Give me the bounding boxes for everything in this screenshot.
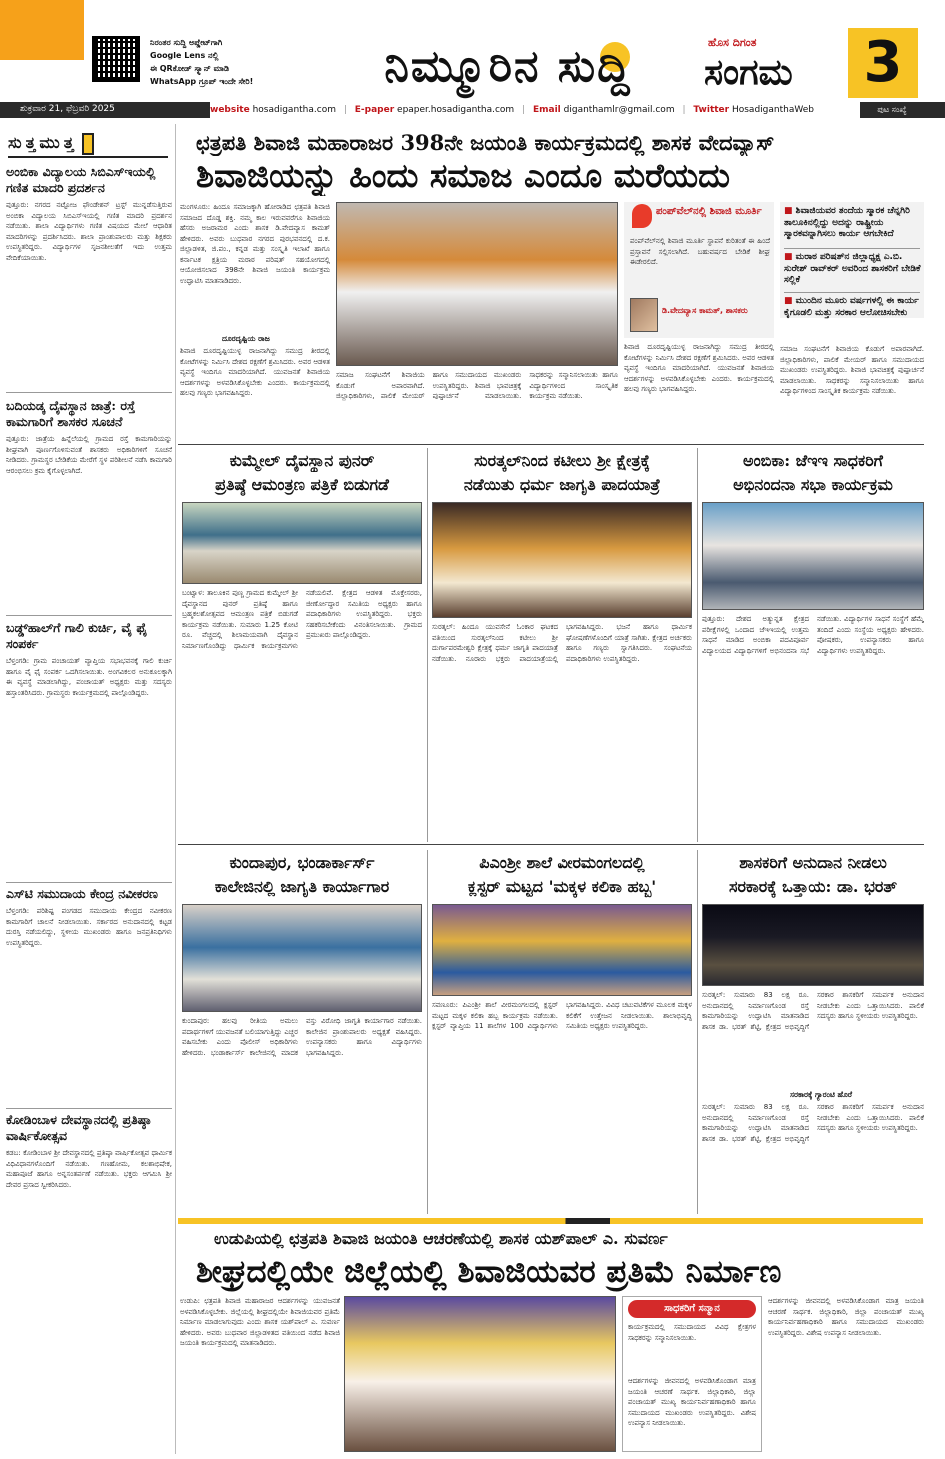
- highlight-item: ■ ಮುಂದಿನ ಮೂರು ವರ್ಷಗಳಲ್ಲಿ ಈ ಕಾರ್ಯ ಕೈಗೂಡಲಿ ಮತ್ತು ಸರಕಾರ ಆಲೋಚಿಸಬೇಕು: [784, 296, 922, 319]
- page-number: 3: [863, 30, 903, 95]
- bottom-photo: [344, 1296, 616, 1452]
- row3-story1-body: ಕುಂದಾಪುರ: ಹಲವು ರೀತಿಯ ಅಮಲು ಪದಾರ್ಥಗಳಿಗೆ ಯುವಜನತೆ ಬಲಿಯಾಗುತ್ತಿದ್ದು ಎಚ್ಚರ ವಹಿಸಬೇಕು ಎಂದು ಪೊಲೀಸ್ ಅಧಿಕಾರಿಗಳು ಹೇಳಿದರು. ಭಂಡಾರ್ಕಾರ್ಸ್ ಕಾಲೇಜಿನಲ್ಲಿ ಮಾದಕ ವಸ್ತು ವಿರೋಧಿ ಜಾಗೃತಿ ಕಾರ್ಯಾಗಾರ ನಡೆಯಿತು. ಕಾಲೇಜಿನ ಪ್ರಾಂಶುಪಾಲರು ಅಧ್ಯಕ್ಷತೆ ವಹಿಸಿದ್ದರು. ಉಪನ್ಯಾಸಕರು ಹಾಗೂ ವಿದ್ಯಾರ್ಥಿಗಳು ಭಾಗವಹಿಸಿದ್ದರು.: [182, 1017, 422, 1057]
- left-story-3: [6, 620, 172, 698]
- row3-story3-photo: [702, 904, 924, 986]
- row2-story3-body: ಪುತ್ತೂರು: ದೇಶದ ಅತ್ಯುನ್ನತ ಕ್ಷೇತ್ರದ ಪರೀಕ್ಷೆಗಳಲ್ಲಿ ಒಂದಾದ ಜೆಇಇಯಲ್ಲಿ ಉತ್ತಮ ಸಾಧನೆ ಮಾಡಿದ ಅಂಬಿಕಾ ಪದವಿಪೂರ್ವ ವಿದ್ಯಾಲಯದ ವಿದ್ಯಾರ್ಥಿಗಳಿಗೆ ಅಭಿನಂದನಾ ಸಭೆ ನಡೆಯಿತು. ವಿದ್ಯಾರ್ಥಿಗಳ ಸಾಧನೆ ಸಂಸ್ಥೆಗೆ ಹೆಮ್ಮೆ ತಂದಿದೆ ಎಂದು ಸಂಸ್ಥೆಯ ಅಧ್ಯಕ್ಷರು ಹೇಳಿದರು. ಪೋಷಕರು, ಉಪನ್ಯಾಸಕರು ಹಾಗೂ ವಿದ್ಯಾರ್ಥಿಗಳು ಉಪಸ್ಥಿತರಿದ್ದರು.: [702, 615, 924, 655]
- row2-story3-headline-2: ಅಭಿನಂದನಾ ಸಭಾ ಕಾರ್ಯಕ್ರಮ: [733, 475, 893, 494]
- lead-body-right: ಸಮಾಜ ಸಂಘಟನೆಗೆ ಶಿವಾಜಿಯ ಕೊಡುಗೆ ಅಪಾರವಾಗಿದೆ. ಜಿಲ್ಲಾಧಿಕಾರಿಗಳು, ಪಾಲಿಕೆ ಮೇಯರ್ ಹಾಗೂ ಸಮುದಾಯದ ಮುಖಂಡರು ಉಪಸ್ಥಿತರಿದ್ದರು. ಶಿವಾಜಿ ಭಾವಚಿತ್ರಕ್ಕೆ ಪುಷ್ಪಾರ್ಚನೆ ಮಾಡಲಾಯಿತು. ಸಾಧಕರನ್ನು ಸನ್ಮಾನಿಸಲಾಯಿತು ಹಾಗೂ ವಿದ್ಯಾರ್ಥಿಗಳಿಂದ ಸಾಂಸ್ಕೃತಿಕ ಕಾರ್ಯಕ್ರಮ ನಡೆಯಿತು.: [336, 371, 618, 400]
- qr-line: ನಿರಂತರ ಸುದ್ದಿ ಅಪ್ಡೇಟ್‌ಗಾಗಿ: [150, 38, 223, 47]
- lead-kicker: ಛತ್ರಪತಿ ಶಿವಾಜಿ ಮಹಾರಾಜರ 398ನೇ ಜಯಂತಿ ಕಾರ್ಯಕ್ರಮದಲ್ಲಿ ಶಾಸಕ ವೇದವ್ಯಾಸ್: [196, 130, 775, 155]
- location-pin-icon: [632, 204, 652, 228]
- row3-story3-headline-2: ಸರಕಾರಕ್ಕೆ ಒತ್ತಾಯ: ಡಾ. ಭರತ್: [728, 877, 898, 896]
- masthead-title: ನಿಮ್ಮೂರಿನ ಸುದ್ದಿ: [384, 41, 632, 92]
- contact-strip: [210, 102, 860, 118]
- website-link[interactable]: hosadigantha.com: [252, 105, 336, 115]
- row3-story1-headline-2: ಕಾಲೇಜಿನಲ್ಲಿ ಜಾಗೃತಿ ಕಾರ್ಯಾಗಾರ: [214, 877, 390, 896]
- row3-story3-subhead: ಸರಕಾರಕ್ಕೆ ಗ್ಯಾರಂಟಿ ಹೊರೆ: [790, 1090, 853, 1099]
- left-story-body: ಪುತ್ತೂರು: ನಗರದ ನಟ್ಟೋಜ ಫೌಂಡೇಶನ್ ಟ್ರಸ್ಟ್ ಮುನ್ನಡೆಸುತ್ತಿರುವ ಅಂಬಿಕಾ ವಿದ್ಯಾಲಯ ಸಿಬಿಎಸ್‌ಇಯಲ್ಲಿ ಗಣಿತ ಮಾದರಿ ಪ್ರದರ್ಶನ ನಡೆಯಿತು. ಶಾಲಾ ವಿದ್ಯಾರ್ಥಿಗಳು ಗಣಿತ ವಿಷಯದ ಮೇಲೆ ಆಧಾರಿತ ಮಾದರಿಗಳನ್ನು ಪ್ರದರ್ಶಿಸಿದರು. ಶಾಲಾ ಪ್ರಾಂಶುಪಾಲರು ಮತ್ತು ಶಿಕ್ಷಕರು ಉಪಸ್ಥಿತರಿದ್ದರು. ವಿದ್ಯಾರ್ಥಿಗಳ ಸೃಜನಶೀಲತೆಗೆ ಇದು ಉತ್ತಮ ವೇದಿಕೆಯಾಯಿತು.: [6, 201, 172, 262]
- left-story-body: ಪುತ್ತೂರು: ಜಾತ್ರೆಯ ಹಿನ್ನೆಲೆಯಲ್ಲಿ ಗ್ರಾಮದ ರಸ್ತೆ ಕಾಮಗಾರಿಯನ್ನು ಶೀಘ್ರವಾಗಿ ಪೂರ್ಣಗೊಳಿಸುವಂತೆ ಶಾಸಕರು ಅಧಿಕಾರಿಗಳಿಗೆ ಸೂಚನೆ ನೀಡಿದರು. ಗ್ರಾಮಸ್ಥರ ಬೇಡಿಕೆಯ ಮೇರೆಗೆ ಸ್ಥಳ ಪರಿಶೀಲನೆ ನಡೆಸಿ ಕಾಮಗಾರಿ ಆರಂಭಿಸಲು ಕ್ರಮ ಕೈಗೊಳ್ಳಲಾಗಿದೆ.: [6, 435, 172, 475]
- website-label: website: [210, 105, 250, 115]
- lead-body-mid: ಶಿವಾಜಿ ದೂರದೃಷ್ಟಿಯುಳ್ಳ ರಾಜನಾಗಿದ್ದು ಸಮುದ್ರ ತೀರದಲ್ಲಿ ಕೋಟೆಗಳನ್ನು ನಿರ್ಮಿಸಿ ದೇಶದ ರಕ್ಷಣೆಗೆ ಶ್ರಮಿಸಿದರು. ಅವರ ಆಡಳಿತ ವ್ಯವಸ್ಥೆ ಇಂದಿಗೂ ಮಾದರಿಯಾಗಿದೆ. ಯುವಜನತೆ ಶಿವಾಜಿಯ ಆದರ್ಶಗಳನ್ನು ಅಳವಡಿಸಿಕೊಳ್ಳಬೇಕು ಎಂದರು. ಕಾರ್ಯಕ್ರಮದಲ್ಲಿ ಹಲವು ಗಣ್ಯರು ಭಾಗವಹಿಸಿದ್ದರು.: [180, 347, 330, 397]
- row3-story2-headline-1: ಪಿಎಂಶ್ರೀ ಶಾಲೆ ವೀರಮಂಗಲದಲ್ಲಿ: [479, 853, 645, 872]
- row3-story1-headline-1: ಕುಂದಾಪುರ, ಭಂಡಾರ್ಕಾರ್ಸ್: [229, 853, 375, 872]
- twitter-link[interactable]: HosadiganthaWeb: [731, 105, 814, 115]
- left-story-headline: ಅಂಬಿಕಾ ವಿದ್ಯಾಲಯ ಸಿಬಿಎಸ್‌ಇಯಲ್ಲಿ ಗಣಿತ ಮಾದರಿ ಪ್ರದರ್ಶನ: [6, 164, 156, 195]
- divider: [427, 448, 428, 842]
- qr-line: WhatsApp ಗ್ರೂಪ್ ಇಂದೇ ಸೇರಿ!: [150, 77, 254, 86]
- row2-story1-headline-2: ಪ್ರತಿಷ್ಠೆ ಆಮಂತ್ರಣ ಪತ್ರಿಕೆ ಬಿಡುಗಡೆ: [215, 475, 389, 494]
- row2-story2-body: ಸುರತ್ಕಲ್: ಹಿಂದೂ ಯುವಸೇನೆ ಓಂಕಾರ ಘಟಕದ ವತಿಯಿಂದ ಸುರತ್ಕಲ್‌ನಿಂದ ಕಟೀಲು ಶ್ರೀ ದುರ್ಗಾಪರಮೇಶ್ವರಿ ಕ್ಷೇತ್ರಕ್ಕೆ ಧರ್ಮ ಜಾಗೃತಿ ಪಾದಯಾತ್ರೆ ನಡೆಯಿತು. ನೂರಾರು ಭಕ್ತರು ಪಾದಯಾತ್ರೆಯಲ್ಲಿ ಭಾಗವಹಿಸಿದ್ದರು. ಭಜನೆ ಹಾಗೂ ಧಾರ್ಮಿಕ ಘೋಷಣೆಗಳೊಂದಿಗೆ ಯಾತ್ರೆ ಸಾಗಿತು. ಕ್ಷೇತ್ರದ ಅರ್ಚಕರು ಹಾಗೂ ಗಣ್ಯರು ಸ್ವಾಗತಿಸಿದರು. ಸಂಘಟನೆಯ ಪದಾಧಿಕಾರಿಗಳು ಉಪಸ್ಥಿತರಿದ್ದರು.: [432, 623, 692, 663]
- lead-photo: [336, 202, 618, 366]
- left-story-body: ಬೆಳ್ತಂಗಡಿ: ಗ್ರಾಮ ಪಂಚಾಯತ್ ವ್ಯಾಪ್ತಿಯ ಸಭಾಭವನಕ್ಕೆ ಗಾಲಿ ಕುರ್ಚಿ ಹಾಗೂ ವೈ ಫೈ ಸಂಪರ್ಕ ಒದಗಿಸಲಾಯಿತು. ಅಂಗವಿಕಲರ ಅನುಕೂಲಕ್ಕಾಗಿ ಈ ವ್ಯವಸ್ಥೆ ಮಾಡಲಾಗಿದ್ದು, ಪಂಚಾಯತ್ ಅಧ್ಯಕ್ಷರು ಮತ್ತು ಸದಸ್ಯರು ಹಸ್ತಾಂತರಿಸಿದರು. ಗ್ರಾಮಸ್ಥರು ಕಾರ್ಯಕ್ರಮದಲ್ಲಿ ಪಾಲ್ಗೊಂಡಿದ್ದರು.: [6, 657, 172, 697]
- divider: [6, 882, 172, 883]
- section-divider: [178, 844, 924, 845]
- bottom-headline: ಶೀಘ್ರದಲ್ಲಿಯೇ ಜಿಲ್ಲೆಯಲ್ಲಿ ಶಿವಾಜಿಯವರ ಪ್ರತಿಮೆ ನಿರ್ಮಾಣ: [196, 1254, 782, 1290]
- row2-story2-headline-1: ಸುರತ್ಕಲ್‌ನಿಂದ ಕಟೀಲು ಶ್ರೀ ಕ್ಷೇತ್ರಕ್ಕೆ: [474, 451, 650, 470]
- left-story-2: [6, 398, 172, 476]
- bottom-banner-bar: [178, 1218, 923, 1224]
- email-label: Email: [532, 105, 561, 115]
- row2-story1-headline-1: ಕುಮ್ಮೇಲ್ ದೈವಸ್ಥಾನ ಪುನರ್: [229, 451, 375, 470]
- epaper-link[interactable]: epaper.hosadigantha.com: [397, 105, 515, 115]
- bottom-kicker: ಉಡುಪಿಯಲ್ಲಿ ಛತ್ರಪತಿ ಶಿವಾಜಿ ಜಯಂತಿ ಆಚರಣೆಯಲ್ಲಿ ಶಾಸಕ ಯಶ್‌ಪಾಲ್ ಎ. ಸುವರ್ಣ: [214, 1229, 668, 1248]
- separator: |: [343, 105, 347, 115]
- separator: |: [682, 105, 686, 115]
- bottom-insert-title: ಸಾಧಕರಿಗೆ ಸನ್ಮಾನ: [628, 1300, 756, 1318]
- bottom-body-left: ಉಡುಪಿ: ಛತ್ರಪತಿ ಶಿವಾಜಿ ಮಹಾರಾಜರ ಆದರ್ಶಗಳನ್ನು ಯುವಜನತೆ ಅಳವಡಿಸಿಕೊಳ್ಳಬೇಕು. ಜಿಲ್ಲೆಯಲ್ಲಿ ಶೀಘ್ರದಲ್ಲಿಯೇ ಶಿವಾಜಿಯವರ ಪ್ರತಿಮೆ ನಿರ್ಮಾಣ ಮಾಡಲಾಗುವುದು ಎಂದು ಶಾಸಕ ಯಶ್‌ಪಾಲ್ ಎ. ಸುವರ್ಣ ಹೇಳಿದರು. ಅವರು ಬುಧವಾರ ಜಿಲ್ಲಾಡಳಿತದ ವತಿಯಿಂದ ನಡೆದ ಶಿವಾಜಿ ಜಯಂತಿ ಕಾರ್ಯಕ್ರಮದಲ್ಲಿ ಮಾತನಾಡಿದರು.: [180, 1297, 340, 1347]
- lead-body-continued: ಶಿವಾಜಿ ದೂರದೃಷ್ಟಿಯುಳ್ಳ ರಾಜನಾಗಿದ್ದು ಸಮುದ್ರ ತೀರದಲ್ಲಿ ಕೋಟೆಗಳನ್ನು ನಿರ್ಮಿಸಿ ದೇಶದ ರಕ್ಷಣೆಗೆ ಶ್ರಮಿಸಿದರು. ಅವರ ಆಡಳಿತ ವ್ಯವಸ್ಥೆ ಇಂದಿಗೂ ಮಾದರಿಯಾಗಿದೆ. ಯುವಜನತೆ ಶಿವಾಜಿಯ ಆದರ್ಶಗಳನ್ನು ಅಳವಡಿಸಿಕೊಳ್ಳಬೇಕು ಎಂದರು. ಕಾರ್ಯಕ್ರಮದಲ್ಲಿ ಹಲವು ಗಣ್ಯರು ಭಾಗವಹಿಸಿದ್ದರು.: [624, 343, 774, 393]
- left-column: [0, 124, 176, 1454]
- row2-story3-photo: [702, 502, 924, 610]
- issue-date: ಶುಕ್ರವಾರ 21, ಫೆಬ್ರವರಿ 2025: [20, 104, 115, 114]
- page-label: ಪುಟ ಸಂಖ್ಯೆ: [877, 105, 907, 114]
- qr-code[interactable]: [92, 36, 140, 82]
- row3-story1-photo: [182, 904, 422, 1012]
- section-divider: [178, 444, 924, 445]
- highlight-item: ■ ಶಿವಾಜಿಯವರ ತಂದೆಯ ಸ್ಮಾರಕ ಚೆನ್ನಗಿರಿ ತಾಲೂಕಿನಲ್ಲಿದ್ದು ಅದನ್ನು ರಾಷ್ಟ್ರೀಯ ಸ್ಮಾರಕವನ್ನಾಗಿಸಲು ಕಾರ್ಯ ಆಗಬೇಕಿದೆ: [784, 206, 922, 241]
- row3-story3-body: ಸುರತ್ಕಲ್: ಸುಮಾರು 83 ಲಕ್ಷ ರೂ. ಅನುದಾನದಲ್ಲಿ ನಿರ್ಮಾಣಗೊಂಡ ರಸ್ತೆ ಕಾಮಗಾರಿಯನ್ನು ಉದ್ಘಾಟಿಸಿ ಮಾತನಾಡಿದ ಶಾಸಕ ಡಾ. ಭರತ್ ಶೆಟ್ಟಿ, ಕ್ಷೇತ್ರದ ಅಭಿವೃದ್ಧಿಗೆ ಸರಕಾರ ಶಾಸಕರಿಗೆ ಸಮರ್ಪಕ ಅನುದಾನ ನೀಡಬೇಕು ಎಂದು ಒತ್ತಾಯಿಸಿದರು. ಪಾಲಿಕೆ ಸದಸ್ಯರು ಹಾಗೂ ಸ್ಥಳೀಯರು ಉಪಸ್ಥಿತರಿದ್ದರು.: [702, 991, 924, 1031]
- divider: [6, 615, 172, 616]
- left-story-1: [6, 164, 172, 263]
- separator: |: [522, 105, 526, 115]
- lead-headline: ಶಿವಾಜಿಯನ್ನು ಹಿಂದು ಸಮಾಜ ಎಂದೂ ಮರೆಯದು: [196, 156, 730, 195]
- row2-story3-headline-1: ಅಂಬಿಕಾ: ಜೆಇಇ ಸಾಧಕರಿಗೆ: [743, 451, 883, 470]
- left-story-headline: ಬದಿಯಡ್ಕ ದೈವಸ್ಥಾನ ಜಾತ್ರೆ: ರಸ್ತೆ ಕಾಮಗಾರಿಗೆ ಶಾಸಕರ ಸೂಚನೆ: [6, 398, 136, 429]
- lead-insert-quote: ಡಿ.ವೇದವ್ಯಾಸ ಕಾಮತ್, ಶಾಸಕರು: [662, 306, 748, 315]
- section-logo-text: ಸುತ್ತಮುತ್ತ: [8, 133, 78, 152]
- brand-name-big: ಸಂಗಮ: [704, 51, 793, 93]
- row3-story2-headline-2: ಕ್ಲಸ್ಟರ್ ಮಟ್ಟದ 'ಮಕ್ಕಳ ಕಲಿಕಾ ಹಬ್ಬ': [467, 877, 657, 896]
- row3-story3-headline-1: ಶಾಸಕರಿಗೆ ಅನುದಾನ ನೀಡಲು: [739, 853, 887, 872]
- left-story-body: ಕಡಬ: ಕೋಡಿಂಬಾಳ ಶ್ರೀ ದೇವಸ್ಥಾನದಲ್ಲಿ ಪ್ರತಿಷ್ಠಾ ವಾರ್ಷಿಕೋತ್ಸವ ಧಾರ್ಮಿಕ ವಿಧಿವಿಧಾನಗಳೊಂದಿಗೆ ನಡೆಯಿತು. ಗಣಹೋಮ, ಕಲಶಾಭಿಷೇಕ, ಮಹಾಪೂಜೆ ಹಾಗೂ ಅನ್ನಸಂತರ್ಪಣೆ ನಡೆಯಿತು. ಭಕ್ತರು ಆಗಮಿಸಿ ಶ್ರೀ ದೇವರ ಪ್ರಸಾದ ಸ್ವೀಕರಿಸಿದರು.: [6, 1149, 172, 1189]
- lead-insert-title: ಪಂಪ್‌ವೆಲ್‌ನಲ್ಲಿ ಶಿವಾಜಿ ಮೂರ್ತಿ: [656, 206, 762, 217]
- epaper-label: E-paper: [354, 105, 395, 115]
- mla-portrait: [630, 298, 658, 332]
- bottom-body-mid: ಆದರ್ಶಗಳನ್ನು ಜೀವನದಲ್ಲಿ ಅಳವಡಿಸಿಕೊಂಡಾಗ ಮಾತ್ರ ಜಯಂತಿ ಆಚರಣೆ ಸಾರ್ಥಕ. ಜಿಲ್ಲಾಧಿಕಾರಿ, ಜಿಲ್ಲಾ ಪಂಚಾಯತ್ ಮುಖ್ಯ ಕಾರ್ಯನಿರ್ವಹಣಾಧಿಕಾರಿ ಹಾಗೂ ಸಮುದಾಯದ ಮುಖಂಡರು ಉಪಸ್ಥಿತರಿದ್ದರು. ವಿಶೇಷ ಉಪನ್ಯಾಸ ನೀಡಲಾಯಿತು.: [628, 1377, 756, 1427]
- row2-story2-headline-2: ನಡೆಯಿತು ಧರ್ಮ ಜಾಗೃತಿ ಪಾದಯಾತ್ರೆ: [463, 475, 661, 494]
- divider: [784, 248, 920, 249]
- divider: [697, 850, 698, 1214]
- bottom-insert-body: ಕಾರ್ಯಕ್ರಮದಲ್ಲಿ ಸಮುದಾಯದ ವಿವಿಧ ಕ್ಷೇತ್ರಗಳ ಸಾಧಕರನ್ನು ಸನ್ಮಾನಿಸಲಾಯಿತು.: [628, 1323, 756, 1342]
- left-story-body: ಬೆಳ್ತಂಗಡಿ: ಪರಿಶಿಷ್ಟ ಪಂಗಡದ ಸಮುದಾಯ ಕೇಂದ್ರದ ನವೀಕರಣ ಕಾಮಗಾರಿಗೆ ಚಾಲನೆ ನೀಡಲಾಯಿತು. ಸರ್ಕಾರದ ಅನುದಾನದಲ್ಲಿ ಕಟ್ಟಡ ದುರಸ್ತಿ ನಡೆಯಲಿದ್ದು, ಸ್ಥಳೀಯ ಮುಖಂಡರು ಹಾಗೂ ಜನಪ್ರತಿನಿಧಿಗಳು ಉಪಸ್ಥಿತರಿದ್ದರು.: [6, 907, 172, 947]
- row3-story2-photo: [432, 904, 692, 996]
- divider: [697, 448, 698, 842]
- brand-name-small: ಹೊಸ ದಿಗಂತ: [708, 36, 757, 49]
- row2-story1-photo: [182, 502, 422, 584]
- section-logo: [8, 128, 168, 158]
- left-story-headline: ಕೋಡಿಂಬಾಳ ದೇವಸ್ಥಾನದಲ್ಲಿ ಪ್ರತಿಷ್ಠಾ ವಾರ್ಷಿಕೋತ್ಸವ: [6, 1112, 151, 1143]
- divider: [427, 850, 428, 1214]
- left-story-headline: ಬಡ್ಡ್‌ಹಾಲ್‌ಗೆ ಗಾಲಿ ಕುರ್ಚಿ, ವೈ ಫೈ ಸಂಪರ್ಕ: [6, 620, 147, 651]
- qr-line: ಈ QRಕೋಡ್ ಸ್ಕ್ಯಾನ್ ಮಾಡಿ: [150, 64, 230, 73]
- qr-instructions: [150, 36, 310, 88]
- lead-subhead: ದೂರದೃಷ್ಟಿಯ ರಾಜ: [222, 334, 270, 343]
- divider: [6, 1108, 172, 1109]
- row3-story2-body: ಸವಣೂರು: ಪಿಎಂಶ್ರೀ ಶಾಲೆ ವೀರಮಂಗಲದಲ್ಲಿ ಕ್ಲಸ್ಟರ್ ಮಟ್ಟದ ಮಕ್ಕಳ ಕಲಿಕಾ ಹಬ್ಬ ಕಾರ್ಯಕ್ರಮ ನಡೆಯಿತು. ಕ್ಲಸ್ಟರ್ ವ್ಯಾಪ್ತಿಯ 11 ಶಾಲೆಗಳ 100 ವಿದ್ಯಾರ್ಥಿಗಳು ಭಾಗವಹಿಸಿದ್ದರು. ವಿವಿಧ ಚಟುವಟಿಕೆಗಳ ಮೂಲಕ ಮಕ್ಕಳ ಕಲಿಕೆಗೆ ಉತ್ತೇಜನ ನೀಡಲಾಯಿತು. ಶಾಲಾಭಿವೃದ್ಧಿ ಸಮಿತಿಯ ಅಧ್ಯಕ್ಷರು ಉಪಸ್ಥಿತರಿದ್ದರು.: [432, 1001, 692, 1030]
- masthead-color-block: [0, 0, 84, 60]
- left-story-headline: ಎಸ್‌ಟಿ ಸಮುದಾಯ ಕೇಂದ್ರ ನವೀಕರಣ: [6, 886, 158, 901]
- divider: [784, 292, 920, 293]
- highlight-item: ■ ಮರಾಠ ಪರಿಷತ್‌ನ ಜಿಲ್ಲಾಧ್ಯಕ್ಷ ಎ.ಬಿ. ಸುರೇಶ್ ರಾವ್‌ಕರ್ ಅವರಿಂದ ಶಾಸಕರಿಗೆ ಬೇಡಿಕೆ ಸಲ್ಲಿಕೆ: [784, 252, 922, 287]
- highlights-body: ಸಮಾಜ ಸಂಘಟನೆಗೆ ಶಿವಾಜಿಯ ಕೊಡುಗೆ ಅಪಾರವಾಗಿದೆ. ಜಿಲ್ಲಾಧಿಕಾರಿಗಳು, ಪಾಲಿಕೆ ಮೇಯರ್ ಹಾಗೂ ಸಮುದಾಯದ ಮುಖಂಡರು ಉಪಸ್ಥಿತರಿದ್ದರು. ಶಿವಾಜಿ ಭಾವಚಿತ್ರಕ್ಕೆ ಪುಷ್ಪಾರ್ಚನೆ ಮಾಡಲಾಯಿತು. ಸಾಧಕರನ್ನು ಸನ್ಮಾನಿಸಲಾಯಿತು ಹಾಗೂ ವಿದ್ಯಾರ್ಥಿಗಳಿಂದ ಸಾಂಸ್ಕೃತಿಕ ಕಾರ್ಯಕ್ರಮ ನಡೆಯಿತು.: [780, 345, 924, 395]
- twitter-label: Twitter: [693, 105, 730, 115]
- logo-bar-icon: [82, 133, 94, 155]
- row2-story1-body: ಬಂಟ್ವಾಳ: ತಾಲೂಕಿನ ಪುಣ್ಚ ಗ್ರಾಮದ ಕುಮ್ಮೇಲ್ ಶ್ರೀ ದೈವಸ್ಥಾನದ ಪುನರ್ ಪ್ರತಿಷ್ಠೆ ಹಾಗೂ ಬ್ರಹ್ಮಕಲಶೋತ್ಸವದ ಆಮಂತ್ರಣ ಪತ್ರಿಕೆ ಬಿಡುಗಡೆ ಕಾರ್ಯಕ್ರಮ ನಡೆಯಿತು. ಸುಮಾರು 1.25 ಕೋಟಿ ರೂ. ವೆಚ್ಚದಲ್ಲಿ ಶಿಲಾಮಯವಾಗಿ ದೈವಸ್ಥಾನ ನಿರ್ಮಾಣಗೊಂಡಿದ್ದು ಧಾರ್ಮಿಕ ಕಾರ್ಯಕ್ರಮಗಳು ನಡೆಯಲಿವೆ. ಕ್ಷೇತ್ರದ ಆಡಳಿತ ಮೊಕ್ತೇಸರರು, ಜೀರ್ಣೋದ್ಧಾರ ಸಮಿತಿಯ ಅಧ್ಯಕ್ಷರು ಹಾಗೂ ಪದಾಧಿಕಾರಿಗಳು ಉಪಸ್ಥಿತರಿದ್ದರು. ಭಕ್ತರು ಸಹಕರಿಸಬೇಕೆಂದು ವಿನಂತಿಸಲಾಯಿತು. ಗ್ರಾಮದ ಪ್ರಮುಖರು ಪಾಲ್ಗೊಂಡಿದ್ದರು.: [182, 589, 422, 650]
- bottom-body-right: ಆದರ್ಶಗಳನ್ನು ಜೀವನದಲ್ಲಿ ಅಳವಡಿಸಿಕೊಂಡಾಗ ಮಾತ್ರ ಜಯಂತಿ ಆಚರಣೆ ಸಾರ್ಥಕ. ಜಿಲ್ಲಾಧಿಕಾರಿ, ಜಿಲ್ಲಾ ಪಂಚಾಯತ್ ಮುಖ್ಯ ಕಾರ್ಯನಿರ್ವಹಣಾಧಿಕಾರಿ ಹಾಗೂ ಸಮುದಾಯದ ಮುಖಂಡರು ಉಪಸ್ಥಿತರಿದ್ದರು. ವಿಶೇಷ ಉಪನ್ಯಾಸ ನೀಡಲಾಯಿತು.: [768, 1297, 924, 1337]
- left-story-4: [6, 886, 172, 948]
- left-story-5: [6, 1112, 172, 1190]
- divider: [6, 392, 172, 393]
- row3-story3-body-continued: ಸುರತ್ಕಲ್: ಸುಮಾರು 83 ಲಕ್ಷ ರೂ. ಅನುದಾನದಲ್ಲಿ ನಿರ್ಮಾಣಗೊಂಡ ರಸ್ತೆ ಕಾಮಗಾರಿಯನ್ನು ಉದ್ಘಾಟಿಸಿ ಮಾತನಾಡಿದ ಶಾಸಕ ಡಾ. ಭರತ್ ಶೆಟ್ಟಿ, ಕ್ಷೇತ್ರದ ಅಭಿವೃದ್ಧಿಗೆ ಸರಕಾರ ಶಾಸಕರಿಗೆ ಸಮರ್ಪಕ ಅನುದಾನ ನೀಡಬೇಕು ಎಂದು ಒತ್ತಾಯಿಸಿದರು. ಪಾಲಿಕೆ ಸದಸ್ಯರು ಹಾಗೂ ಸ್ಥಳೀಯರು ಉಪಸ್ಥಿತರಿದ್ದರು.: [702, 1103, 924, 1143]
- lead-insert-body: ಪಂಪ್‌ವೆಲ್‌ನಲ್ಲಿ ಶಿವಾಜಿ ಮೂರ್ತಿ ಸ್ಥಾಪನೆ ಕುರಿತಂತೆ ಈ ಹಿಂದೆ ಪ್ರಸ್ತಾವನೆ ಸಲ್ಲಿಸಲಾಗಿದೆ. ಬಹುವರ್ಷದ ಬೇಡಿಕೆ ಶೀಘ್ರ ಈಡೇರಲಿದೆ.: [630, 237, 770, 266]
- lead-body-left: ಮಂಗಳೂರು: ಹಿಂದೂ ಸಮಾಜಕ್ಕಾಗಿ ಹೋರಾಡಿದ ಛತ್ರಪತಿ ಶಿವಾಜಿ ಸಮಾಜದ ದೊಡ್ಡ ಶಕ್ತಿ. ನಮ್ಮ ಕಾಲ ಇರುವವರೆಗೂ ಶಿವಾಜಿಯ ಹೆಸರು ಅಜರಾಮರ ಎಂದು ಶಾಸಕ ಡಿ.ವೇದವ್ಯಾಸ ಕಾಮತ್ ಹೇಳಿದರು. ಅವರು ಬುಧವಾರ ನಗರದ ಪುರಭವನದಲ್ಲಿ ದ.ಕ. ಜಿಲ್ಲಾಡಳಿತ, ಜಿ.ಪಂ., ಕನ್ನಡ ಮತ್ತು ಸಂಸ್ಕೃತಿ ಇಲಾಖೆ ಹಾಗೂ ಕರ್ನಾಟಕ ಕ್ಷತ್ರಿಯ ಮರಾಠ ಪರಿಷತ್ ಸಹಯೋಗದಲ್ಲಿ ಆಯೋಜಿಸಲಾದ 398ನೇ ಶಿವಾಜಿ ಜಯಂತಿ ಕಾರ್ಯಕ್ರಮ ಉದ್ಘಾಟಿಸಿ ಮಾತನಾಡಿದರು.: [180, 203, 330, 285]
- email-link[interactable]: diganthamlr@gmail.com: [563, 105, 675, 115]
- qr-line: Google Lens ನಲ್ಲಿ: [150, 51, 219, 60]
- row2-story2-photo: [432, 502, 692, 618]
